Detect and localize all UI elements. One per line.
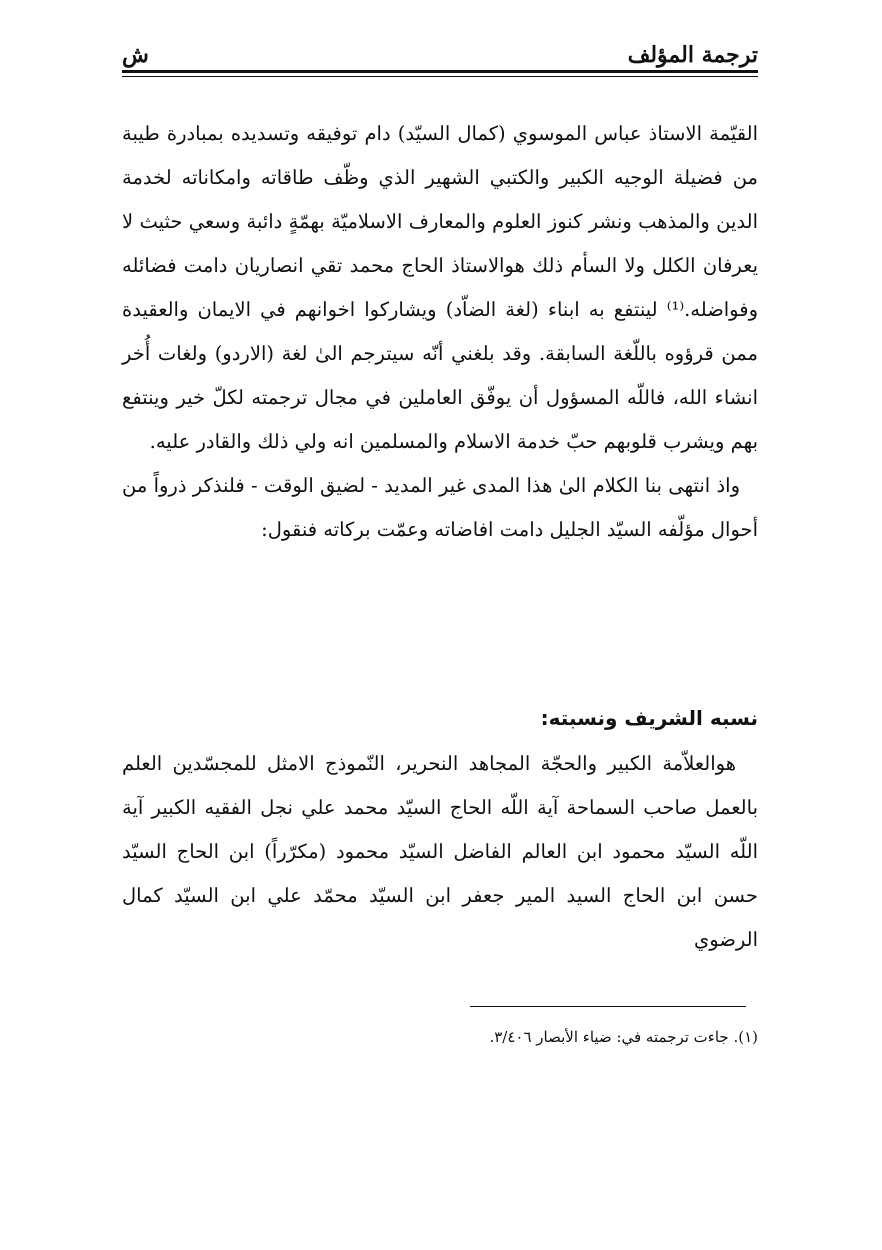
paragraph-1: القيّمة الاستاذ عباس الموسوي (كمال السيّد) دام توفيقه وتسديده بمبادرة طيبة من فضيلة الوجيه الكبير والكتبي الشهير الذي وظّف طاقاته وامكاناته لخدمة الدين والمذهب ونشر كنوز العلوم والمعارف الاسلاميّة بهمّةٍ دائبة وسعي حثيث لا يعرفان الكلل ولا السأم ذلك هوالاستاذ الحاج محمد تقي انصاريان دامت فضائله وفواضله.⁽¹⁾ لينتفع به ابناء (لغة الضاّد) ويشاركوا اخوانهم في الايمان والعقيدة ممن قرؤوه باللّغة السابقة. وقد بلغني أنّه سيترجم الىٰ لغة (الاردو) ولغات أُخر انشاء الله، فاللّه المسؤول أن يوفّق العاملين في مجال ترجمته لكلّ خير وينتفع بهم ويشرب قلوبهم حبّ خدمة الاسلام والمسلمين انه ولي ذلك والقادر عليه. — [122, 122, 758, 453]
page-header — [122, 40, 758, 74]
section-heading: نسبه الشريف ونسبته: — [540, 706, 758, 730]
footnote: (١). جاءت ترجمته في: ضياء الأبصار ٣/٤٠٦. — [489, 1028, 758, 1046]
header-rule-thick — [122, 70, 758, 73]
main-text — [122, 112, 758, 552]
paragraph-2: واذ انتهى بنا الكلام الىٰ هذا المدى غير المديد - لضيق الوقت - فلنذكر ذرواً من أحوال مؤلّفه السيّد الجليل دامت افاضاته وعمّت بركاته فنقول: — [122, 474, 758, 541]
header-rule-thin — [122, 76, 758, 77]
section-paragraph: هوالعلاّمة الكبير والحجّة المجاهد النحرير، النّموذج الامثل للمجسّدين العلم بالعمل صاحب السماحة آية اللّه الحاج السيّد محمد علي نجل الفقيه الكبير آية اللّه السيّد محمود ابن العالم الفاضل السيّد محمود (مكرّراً) ابن الحاج السيّد حسن ابن الحاج السيد المير جعفر ابن السيّد محمّد علي ابن السيّد كمال الرضوي — [122, 752, 758, 951]
footnote-rule — [470, 1006, 746, 1007]
running-title: ترجمة المؤلف — [627, 42, 758, 68]
page-number: ش — [122, 42, 149, 68]
